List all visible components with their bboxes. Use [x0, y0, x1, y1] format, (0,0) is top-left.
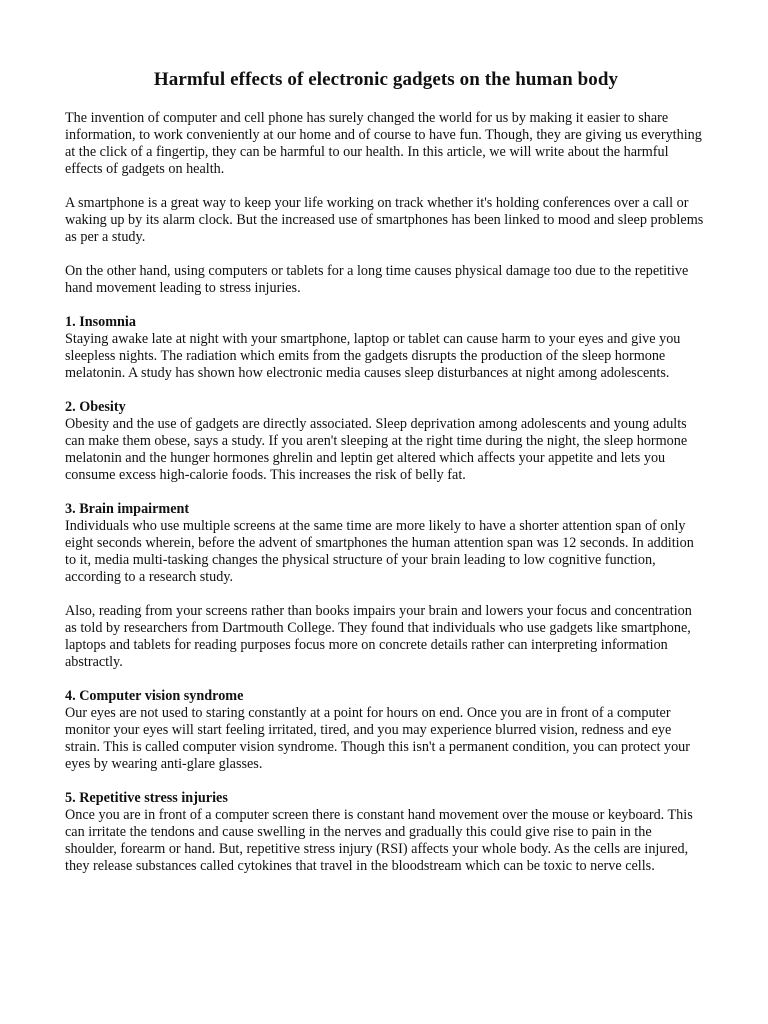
intro-paragraph-2: A smartphone is a great way to keep your life working on track whether it's holding conferences over a call or waking up by its alarm clock. But the increased use of smartphones has been linked to mood and sleep problems as per a study. — [65, 195, 704, 245]
section-heading-insomnia: 1. Insomnia — [65, 314, 136, 330]
section-obesity — [65, 399, 707, 484]
section-body-brain-impairment-2: Also, reading from your screens rather than books impairs your brain and lowers your focus and concentration as told by researchers from Dartmouth College. They found that individuals who use gadgets like smartphone, laptops and tablets for reading purposes focus more on concrete details rather can interpreting information abstractly. — [65, 603, 692, 670]
section-computer-vision-syndrome — [65, 688, 707, 773]
section-insomnia — [65, 314, 707, 382]
intro-paragraph-3: On the other hand, using computers or tablets for a long time causes physical damage too due to the repetitive hand movement leading to stress injuries. — [65, 263, 689, 296]
section-heading-computer-vision-syndrome: 4. Computer vision syndrome — [65, 688, 244, 704]
section-body-brain-impairment-1: Individuals who use multiple screens at the same time are more likely to have a shorter attention span of only eight seconds wherein, before the advent of smartphones the human attention span was 12 seconds. In addition to it, media multi-tasking changes the physical structure of your brain leading to low cognitive function, according to a research study. — [65, 518, 694, 585]
section-body-obesity: Obesity and the use of gadgets are directly associated. Sleep deprivation among adolescents and young adults can make them obese, says a study. If you aren't sleeping at the right time during the night, the sleep hormone melatonin and the hunger hormones ghrelin and leptin get altered which affects your appetite and lets you consume excess high-calorie foods. This increases the risk of belly fat. — [65, 416, 688, 483]
section-brain-impairment — [65, 501, 707, 671]
section-body-computer-vision-syndrome: Our eyes are not used to staring constantly at a point for hours on end. Once you are in front of a computer monitor your eyes will start feeling irritated, tired, and you may experience blurred vision, redness and eye strain. This is called computer vision syndrome. Though this isn't a permanent condition, you can protect your eyes by wearing anti-glare glasses. — [65, 705, 690, 772]
section-body-insomnia: Staying awake late at night with your smartphone, laptop or tablet can cause harm to your eyes and give you sleepless nights. The radiation which emits from the gadgets disrupts the production of the sleep hormone melatonin. A study has shown how electronic media causes sleep disturbances at night among adolescents. — [65, 331, 681, 381]
section-heading-brain-impairment: 3. Brain impairment — [65, 501, 190, 517]
section-repetitive-stress-injuries — [65, 790, 707, 875]
section-heading-obesity: 2. Obesity — [65, 399, 126, 415]
document-page — [65, 68, 707, 892]
document-title: Harmful effects of electronic gadgets on the human body — [153, 69, 619, 90]
section-heading-repetitive-stress-injuries: 5. Repetitive stress injuries — [65, 790, 228, 806]
intro-paragraph-1: The invention of computer and cell phone has surely changed the world for us by making it easier to share information, to work conveniently at our home and of course to have fun. Though, they are giving us everything at the click of a fingertip, they can be harmful to our health. In this article, we will write about the harmful effects of gadgets on health. — [65, 110, 702, 177]
section-body-repetitive-stress-injuries: Once you are in front of a computer screen there is constant hand movement over the mouse or keyboard. This can irritate the tendons and cause swelling in the nerves and gradually this could give rise to pain in the shoulder, forearm or hand. But, repetitive stress injury (RSI) affects your whole body. As the cells are injured, they release substances called cytokines that travel in the bloodstream which can be toxic to nerve cells. — [65, 807, 693, 874]
